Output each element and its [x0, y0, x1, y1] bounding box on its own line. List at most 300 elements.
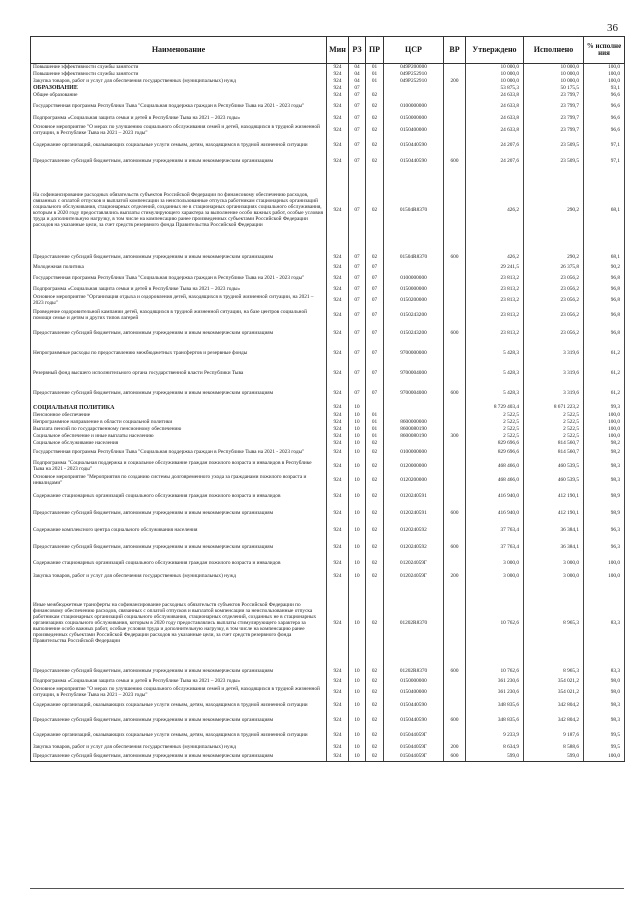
cell-name: Непрограммное направление в области социальной политики	[31, 419, 327, 426]
cell-approved: 361 230,6	[466, 686, 524, 699]
table-row	[31, 459, 625, 474]
page-number: 36	[607, 22, 618, 34]
cell-vr: 600	[444, 252, 466, 263]
cell-min: 924	[327, 123, 349, 138]
cell-vr	[444, 92, 466, 99]
cell-name: Молодежная политика	[31, 263, 327, 272]
cell-vr	[444, 556, 466, 572]
cell-csr	[384, 404, 444, 412]
cell-csr: 0150440590	[384, 153, 444, 170]
cell-min: 924	[327, 433, 349, 440]
cell-executed: 290,2	[524, 252, 584, 263]
cell-min: 924	[327, 419, 349, 426]
cell-csr: 0150000000	[384, 286, 444, 294]
table-row	[31, 170, 625, 252]
cell-vr	[444, 64, 466, 72]
cell-executed: 412 190,1	[524, 488, 584, 505]
header-vr: ВР	[444, 37, 466, 64]
cell-percent: 98,0	[584, 686, 625, 699]
cell-approved: 416 940,0	[466, 488, 524, 505]
cell-name: Выплата пенсий по государственному пенсионному обеспечению	[31, 426, 327, 433]
cell-executed: 23 799,7	[524, 123, 584, 138]
cell-percent: 100,0	[584, 433, 625, 440]
cell-rz: 07	[349, 384, 366, 404]
cell-csr: 0150243200	[384, 307, 444, 324]
cell-pr: 07	[366, 286, 384, 294]
cell-csr: 0150400000	[384, 123, 444, 138]
cell-approved: 829 696,6	[466, 440, 524, 447]
cell-executed: 9 187,6	[524, 729, 584, 743]
cell-pr	[366, 404, 384, 412]
cell-executed: 23 056,2	[524, 307, 584, 324]
cell-pr: 07	[366, 263, 384, 272]
cell-pr: 02	[366, 505, 384, 522]
cell-vr	[444, 364, 466, 384]
cell-csr	[384, 412, 444, 419]
budget-table-container	[30, 36, 624, 762]
cell-rz: 10	[349, 404, 366, 412]
cell-percent: 100,0	[584, 572, 625, 582]
cell-rz: 07	[349, 252, 366, 263]
cell-name: Предоставление субсидий бюджетным, автономным учреждениям и иным некоммерческим организациям	[31, 666, 327, 678]
cell-approved: 426,2	[466, 170, 524, 252]
cell-approved: 8 634,9	[466, 743, 524, 752]
cell-pr: 02	[366, 252, 384, 263]
cell-csr: 049P200000	[384, 64, 444, 72]
cell-csr: 049P252910	[384, 71, 444, 78]
cell-percent: 98,3	[584, 474, 625, 488]
cell-executed: 290,2	[524, 170, 584, 252]
cell-vr	[444, 307, 466, 324]
cell-vr	[444, 114, 466, 123]
cell-rz: 10	[349, 459, 366, 474]
cell-csr: 0120000000	[384, 459, 444, 474]
cell-min: 924	[327, 666, 349, 678]
cell-name: Содержание комплексного центра социального обслуживания населения	[31, 522, 327, 539]
cell-pr: 01	[366, 71, 384, 78]
cell-rz: 10	[349, 505, 366, 522]
table-row	[31, 522, 625, 539]
cell-approved: 9 233,9	[466, 729, 524, 743]
cell-name: ОБРАЗОВАНИЕ	[31, 85, 327, 92]
cell-pr: 02	[366, 699, 384, 713]
cell-min: 924	[327, 713, 349, 729]
cell-percent: 96,8	[584, 294, 625, 307]
table-row	[31, 64, 625, 72]
header-min: Мин	[327, 37, 349, 64]
table-row	[31, 752, 625, 762]
cell-csr: 0100000000	[384, 447, 444, 459]
cell-csr: 0150000000	[384, 114, 444, 123]
cell-percent: 100,0	[584, 419, 625, 426]
cell-min: 924	[327, 364, 349, 384]
cell-csr: 0100000000	[384, 272, 444, 286]
cell-name: Содержание организаций, оказывающих социальные услуги семьям, детям, находящимся в трудной жизненной ситуации	[31, 138, 327, 153]
cell-csr: 012024059Г	[384, 556, 444, 572]
cell-min: 924	[327, 170, 349, 252]
cell-executed: 3 000,0	[524, 572, 584, 582]
cell-min: 924	[327, 294, 349, 307]
cell-name: Повышение эффективности службы занятости	[31, 71, 327, 78]
cell-pr: 01	[366, 412, 384, 419]
cell-approved: 426,2	[466, 252, 524, 263]
cell-name: Проведение оздоровительной кампании детей, находящихся в трудной жизненной ситуации, на базе центров социальной помощи семье и детям и других типов лагерей	[31, 307, 327, 324]
header-name: Наименование	[31, 37, 327, 64]
cell-executed: 23 509,5	[524, 138, 584, 153]
cell-percent: 98,3	[584, 713, 625, 729]
cell-executed: 460 539,5	[524, 474, 584, 488]
cell-vr	[444, 263, 466, 272]
cell-vr: 600	[444, 713, 466, 729]
cell-rz: 04	[349, 64, 366, 72]
cell-approved: 23 813,2	[466, 272, 524, 286]
cell-percent: 93,1	[584, 85, 625, 92]
cell-pr: 02	[366, 582, 384, 666]
table-row	[31, 99, 625, 114]
cell-rz: 04	[349, 78, 366, 85]
cell-pr: 07	[366, 272, 384, 286]
cell-approved: 416 940,0	[466, 505, 524, 522]
cell-pr: 07	[366, 364, 384, 384]
cell-min: 924	[327, 440, 349, 447]
cell-vr	[444, 138, 466, 153]
cell-vr	[444, 286, 466, 294]
budget-execution-table	[30, 36, 625, 762]
table-row	[31, 114, 625, 123]
cell-min: 924	[327, 447, 349, 459]
table-body	[31, 64, 625, 762]
cell-vr	[444, 459, 466, 474]
cell-executed: 23 056,2	[524, 286, 584, 294]
cell-csr: 0150200000	[384, 294, 444, 307]
cell-vr	[444, 447, 466, 459]
cell-vr: 600	[444, 505, 466, 522]
cell-name: Повышение эффективности службы занятости	[31, 64, 327, 72]
cell-min: 924	[327, 71, 349, 78]
cell-min: 924	[327, 78, 349, 85]
cell-executed: 2 522,5	[524, 412, 584, 419]
cell-min: 924	[327, 92, 349, 99]
cell-min: 924	[327, 539, 349, 556]
table-row	[31, 699, 625, 713]
cell-rz: 07	[349, 153, 366, 170]
table-row	[31, 729, 625, 743]
cell-percent: 96,6	[584, 123, 625, 138]
cell-executed: 3 319,6	[524, 344, 584, 364]
cell-approved: 24 633,8	[466, 123, 524, 138]
cell-rz: 10	[349, 440, 366, 447]
table-row	[31, 556, 625, 572]
cell-percent: 68,1	[584, 252, 625, 263]
table-row	[31, 419, 625, 426]
cell-percent: 96,8	[584, 324, 625, 344]
cell-vr: 600	[444, 324, 466, 344]
table-row	[31, 272, 625, 286]
cell-name: Содержание организаций, оказывающих социальные услуги семьям, детям, находящимся в трудной жизненной ситуации	[31, 729, 327, 743]
cell-percent: 96,6	[584, 114, 625, 123]
cell-csr: 8600080190	[384, 433, 444, 440]
cell-pr: 01	[366, 64, 384, 72]
cell-approved: 468 466,0	[466, 459, 524, 474]
cell-name: Содержание стационарных организаций социального обслуживания граждан пожилого возраста и инвалидов	[31, 488, 327, 505]
cell-pr: 02	[366, 743, 384, 752]
table-row	[31, 307, 625, 324]
cell-name: Предоставление субсидий бюджетным, автономным учреждениям и иным некоммерческим организациям	[31, 505, 327, 522]
cell-approved: 2 522,5	[466, 412, 524, 419]
cell-csr: 0150243200	[384, 324, 444, 344]
cell-pr: 07	[366, 294, 384, 307]
cell-executed: 8 671 223,2	[524, 404, 584, 412]
cell-rz: 10	[349, 686, 366, 699]
cell-name: Основное мероприятие "Организация отдыха и оздоровления детей, находящихся в трудной жизненной ситуации, на 2021 – 2023 годы"	[31, 294, 327, 307]
cell-executed: 36 384,1	[524, 522, 584, 539]
cell-name: Закупка товаров, работ и услуг для обеспечения государственных (муниципальных) нужд	[31, 743, 327, 752]
cell-approved: 29 241,5	[466, 263, 524, 272]
cell-percent: 100,0	[584, 556, 625, 572]
cell-min: 924	[327, 252, 349, 263]
cell-min: 924	[327, 384, 349, 404]
cell-approved: 2 522,5	[466, 426, 524, 433]
cell-executed: 23 799,7	[524, 99, 584, 114]
cell-approved: 5 428,3	[466, 344, 524, 364]
cell-pr: 02	[366, 474, 384, 488]
cell-rz: 07	[349, 85, 366, 92]
cell-rz: 07	[349, 99, 366, 114]
cell-name: Закупка товаров, работ и услуг для обеспечения государственных (муниципальных) нужд	[31, 78, 327, 85]
cell-executed: 3 000,0	[524, 556, 584, 572]
cell-name: Содержание организаций, оказывающих социальные услуги семьям, детям, находящимся в трудной жизненной ситуации	[31, 699, 327, 713]
cell-csr: 015044059Г	[384, 752, 444, 762]
cell-rz: 10	[349, 678, 366, 686]
cell-name: Предоставление субсидий бюджетным, автономным учреждениям и иным некоммерческим организациям	[31, 252, 327, 263]
cell-csr: 0150400000	[384, 686, 444, 699]
cell-approved: 10 000,0	[466, 71, 524, 78]
cell-rz: 10	[349, 433, 366, 440]
cell-vr	[444, 123, 466, 138]
cell-name: Государственная программа Республики Тыва "Социальная поддержка граждан в Республике Тыва на 2021 - 2023 годы"	[31, 272, 327, 286]
cell-percent: 99,5	[584, 729, 625, 743]
table-row	[31, 743, 625, 752]
cell-rz: 10	[349, 582, 366, 666]
table-row	[31, 123, 625, 138]
cell-percent: 61,2	[584, 344, 625, 364]
cell-approved: 5 428,3	[466, 364, 524, 384]
table-row	[31, 666, 625, 678]
cell-rz: 07	[349, 307, 366, 324]
cell-vr	[444, 419, 466, 426]
cell-approved: 24 633,8	[466, 114, 524, 123]
cell-executed: 10 000,0	[524, 78, 584, 85]
cell-approved: 24 633,8	[466, 99, 524, 114]
header-approved: Утверждено	[466, 37, 524, 64]
cell-name: Общее образование	[31, 92, 327, 99]
cell-min: 924	[327, 64, 349, 72]
cell-approved: 37 763,4	[466, 522, 524, 539]
table-row	[31, 440, 625, 447]
cell-csr	[384, 92, 444, 99]
cell-approved: 10 000,0	[466, 64, 524, 72]
cell-percent: 99,3	[584, 404, 625, 412]
cell-approved: 599,0	[466, 752, 524, 762]
cell-name: Подпрограмма «Социальная защита семьи и детей в Республике Тыва на 2021 – 2023 годы»	[31, 114, 327, 123]
table-row	[31, 344, 625, 364]
table-row	[31, 686, 625, 699]
cell-vr: 600	[444, 539, 466, 556]
cell-percent: 96,3	[584, 522, 625, 539]
cell-executed: 23 056,2	[524, 272, 584, 286]
cell-executed: 354 021,2	[524, 678, 584, 686]
cell-min: 924	[327, 324, 349, 344]
table-row	[31, 384, 625, 404]
cell-rz: 10	[349, 752, 366, 762]
cell-percent: 100,0	[584, 412, 625, 419]
cell-percent: 61,2	[584, 364, 625, 384]
cell-csr: 0150440590	[384, 699, 444, 713]
cell-name: Основное мероприятие "Мероприятия по созданию системы долговременного ухода за гражданами пожилого возраста и инвалидами"	[31, 474, 327, 488]
cell-pr: 07	[366, 344, 384, 364]
cell-pr: 02	[366, 447, 384, 459]
cell-vr	[444, 71, 466, 78]
cell-vr: 600	[444, 666, 466, 678]
cell-name: Предоставление субсидий бюджетным, автономным учреждениям и иным некоммерческим организациям	[31, 153, 327, 170]
cell-pr: 02	[366, 752, 384, 762]
cell-min: 924	[327, 556, 349, 572]
table-row	[31, 71, 625, 78]
cell-approved: 23 813,2	[466, 286, 524, 294]
cell-rz: 07	[349, 324, 366, 344]
cell-executed: 342 804,2	[524, 713, 584, 729]
cell-name: Социальное обеспечение и иные выплаты населению	[31, 433, 327, 440]
cell-name: Предоставление субсидий бюджетным, автономным учреждениям и иным некоммерческим организациям	[31, 384, 327, 404]
cell-name: СОЦИАЛЬНАЯ ПОЛИТИКА	[31, 404, 327, 412]
table-row	[31, 324, 625, 344]
cell-pr: 07	[366, 324, 384, 344]
cell-min: 924	[327, 474, 349, 488]
cell-vr: 300	[444, 433, 466, 440]
table-row	[31, 294, 625, 307]
cell-pr: 02	[366, 522, 384, 539]
cell-percent: 99,5	[584, 743, 625, 752]
cell-pr: 02	[366, 153, 384, 170]
cell-percent: 61,2	[584, 384, 625, 404]
cell-approved: 361 230,6	[466, 678, 524, 686]
cell-csr: 0100000000	[384, 99, 444, 114]
cell-percent: 96,6	[584, 92, 625, 99]
cell-pr: 01	[366, 78, 384, 85]
cell-name: Закупка товаров, работ и услуг для обеспечения государственных (муниципальных) нужд	[31, 572, 327, 582]
cell-vr: 200	[444, 572, 466, 582]
table-row	[31, 263, 625, 272]
cell-min: 924	[327, 426, 349, 433]
cell-percent: 100,0	[584, 71, 625, 78]
header-executed: Исполнено	[524, 37, 584, 64]
cell-approved: 3 000,0	[466, 556, 524, 572]
cell-csr: 0150440590	[384, 138, 444, 153]
cell-percent: 96,8	[584, 272, 625, 286]
cell-vr	[444, 412, 466, 419]
cell-name: Содержание стационарных организаций социального обслуживания граждан пожилого возраста и инвалидов	[31, 556, 327, 572]
cell-executed: 2 522,5	[524, 419, 584, 426]
cell-approved: 23 813,2	[466, 294, 524, 307]
cell-vr	[444, 404, 466, 412]
cell-csr	[384, 440, 444, 447]
cell-vr	[444, 729, 466, 743]
cell-csr: 01504R8370	[384, 170, 444, 252]
cell-vr: 600	[444, 752, 466, 762]
cell-name: Предоставление субсидий бюджетным, автономным учреждениям и иным некоммерческим организациям	[31, 539, 327, 556]
cell-executed: 814 560,7	[524, 447, 584, 459]
cell-vr	[444, 678, 466, 686]
cell-pr: 02	[366, 170, 384, 252]
table-row	[31, 539, 625, 556]
cell-pr: 02	[366, 138, 384, 153]
table-row	[31, 138, 625, 153]
cell-percent: 98,0	[584, 678, 625, 686]
cell-name: Основное мероприятие "О мерах по улучшению социального обслуживания семей и детей, находящихся в трудной жизненной ситуации, в Республике Тыва на 2021 – 2023 годы"	[31, 123, 327, 138]
table-row	[31, 85, 625, 92]
cell-approved: 8 729 403,4	[466, 404, 524, 412]
cell-name: Основное мероприятие "О мерах по улучшению социального обслуживания семей и детей, находящихся в трудной жизненной ситуации, в Республике Тыва на 2021 – 2023 годы"	[31, 686, 327, 699]
header-rz: РЗ	[349, 37, 366, 64]
cell-csr: 015044059Г	[384, 743, 444, 752]
cell-rz: 10	[349, 419, 366, 426]
cell-name: Государственная программа Республики Тыва "Социальная поддержка граждан в Республике Тыва на 2021 - 2023 годы"	[31, 99, 327, 114]
cell-rz: 07	[349, 344, 366, 364]
cell-executed: 460 539,5	[524, 459, 584, 474]
cell-percent: 98,9	[584, 505, 625, 522]
table-row	[31, 153, 625, 170]
cell-percent: 83,3	[584, 582, 625, 666]
cell-executed: 10 000,0	[524, 64, 584, 72]
cell-rz: 10	[349, 729, 366, 743]
cell-approved: 10 762,6	[466, 666, 524, 678]
cell-percent: 97,1	[584, 153, 625, 170]
cell-approved: 23 813,2	[466, 307, 524, 324]
cell-rz: 10	[349, 572, 366, 582]
cell-rz: 07	[349, 138, 366, 153]
footer-rule	[30, 888, 624, 889]
cell-percent: 98,2	[584, 440, 625, 447]
cell-vr	[444, 488, 466, 505]
cell-vr	[444, 582, 466, 666]
cell-min: 924	[327, 699, 349, 713]
cell-csr	[384, 263, 444, 272]
cell-percent: 90,2	[584, 263, 625, 272]
cell-name: Непрограммные расходы по предоставлению межбюджетных трансфертов и резервные фонды	[31, 344, 327, 364]
cell-vr	[444, 474, 466, 488]
cell-percent: 96,3	[584, 539, 625, 556]
cell-vr: 600	[444, 153, 466, 170]
cell-pr: 02	[366, 572, 384, 582]
cell-rz: 10	[349, 699, 366, 713]
cell-min: 924	[327, 286, 349, 294]
cell-pr	[366, 85, 384, 92]
header-pr: ПР	[366, 37, 384, 64]
cell-approved: 5 428,3	[466, 384, 524, 404]
cell-rz: 07	[349, 272, 366, 286]
cell-executed: 26 375,8	[524, 263, 584, 272]
cell-name: Предоставление субсидий бюджетным, автономным учреждениям и иным некоммерческим организациям	[31, 324, 327, 344]
cell-rz: 10	[349, 539, 366, 556]
cell-name: Пенсионное обеспечение	[31, 412, 327, 419]
cell-pr: 01	[366, 426, 384, 433]
cell-min: 924	[327, 404, 349, 412]
cell-pr: 01	[366, 433, 384, 440]
cell-rz: 10	[349, 743, 366, 752]
cell-rz: 07	[349, 114, 366, 123]
cell-pr: 02	[366, 488, 384, 505]
cell-vr	[444, 699, 466, 713]
